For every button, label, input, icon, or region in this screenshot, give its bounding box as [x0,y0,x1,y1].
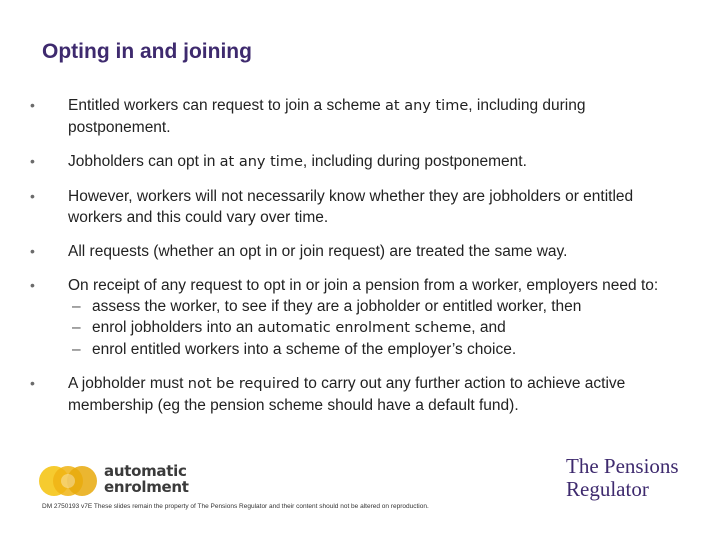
bullet-item [30,241,690,262]
logo-line-2: enrolment [104,478,189,496]
footer-disclaimer: DM 2750193 v7E These slides remain the property of The Pensions Regulator and their content should not be altered on reproduction. [42,503,429,510]
sub-item [68,339,690,360]
emphasis-text: not be required [187,376,300,392]
bullet-text: Entitled workers can request to join a scheme [68,97,386,114]
logo-line-1: automatic [104,462,187,480]
bullet-item [30,373,690,416]
slide-title: Opting in and joining [42,40,252,63]
bullet-text: A jobholder must [68,375,188,392]
sub-item [68,296,690,317]
regulator-line-1: The Pensions [566,454,679,478]
dash-icon: – [72,319,81,336]
bullet-text: Jobholders can opt in [68,153,220,170]
bullet-item [30,186,690,228]
emphasis-text: automatic enrolment scheme [257,320,472,336]
sub-item-text: assess the worker, to see if they are a jobholder or entitled worker, then [92,298,582,315]
dash-icon: – [72,341,81,358]
bullet-text: All requests (whether an opt in or join request) are treated the same way. [68,243,568,260]
sub-item-text: , and [471,319,506,336]
automatic-enrolment-logo [38,462,198,500]
sub-list [68,296,690,360]
bullet-text: to carry out any further action to achieve active membership (eg the pension scheme should have a default fund). [68,375,626,414]
bullet-icon: • [30,375,35,391]
bullet-text: , including during postponement. [68,97,586,136]
bullet-icon: • [30,277,35,293]
bullet-icon: • [30,243,35,259]
bullet-text: On receipt of any request to opt in or join a pension from a worker, employers need to: [68,277,659,294]
regulator-line-2: Regulator [566,477,649,501]
overlapping-circles-icon [38,462,102,500]
sub-item [68,317,690,339]
dash-icon: – [72,298,81,315]
sub-item-text: enrol entitled workers into a scheme of the employer’s choice. [92,341,517,358]
emphasis-text: at any time [219,154,303,170]
pensions-regulator-logo [566,455,679,501]
bullet-item [30,95,690,138]
bullet-text: , including during postponement. [302,153,527,170]
bullet-icon: • [30,188,35,204]
bullet-text: However, workers will not necessarily know whether they are jobholders or entitled workers and this could vary over time. [68,188,634,226]
sub-item-text: enrol jobholders into an [92,319,258,336]
bullet-item [30,275,690,360]
bullet-icon: • [30,153,35,169]
emphasis-text: at any time [385,98,469,114]
logo-text [104,463,189,495]
bullet-list [30,95,690,429]
bullet-item [30,151,690,173]
bullet-icon: • [30,97,35,113]
